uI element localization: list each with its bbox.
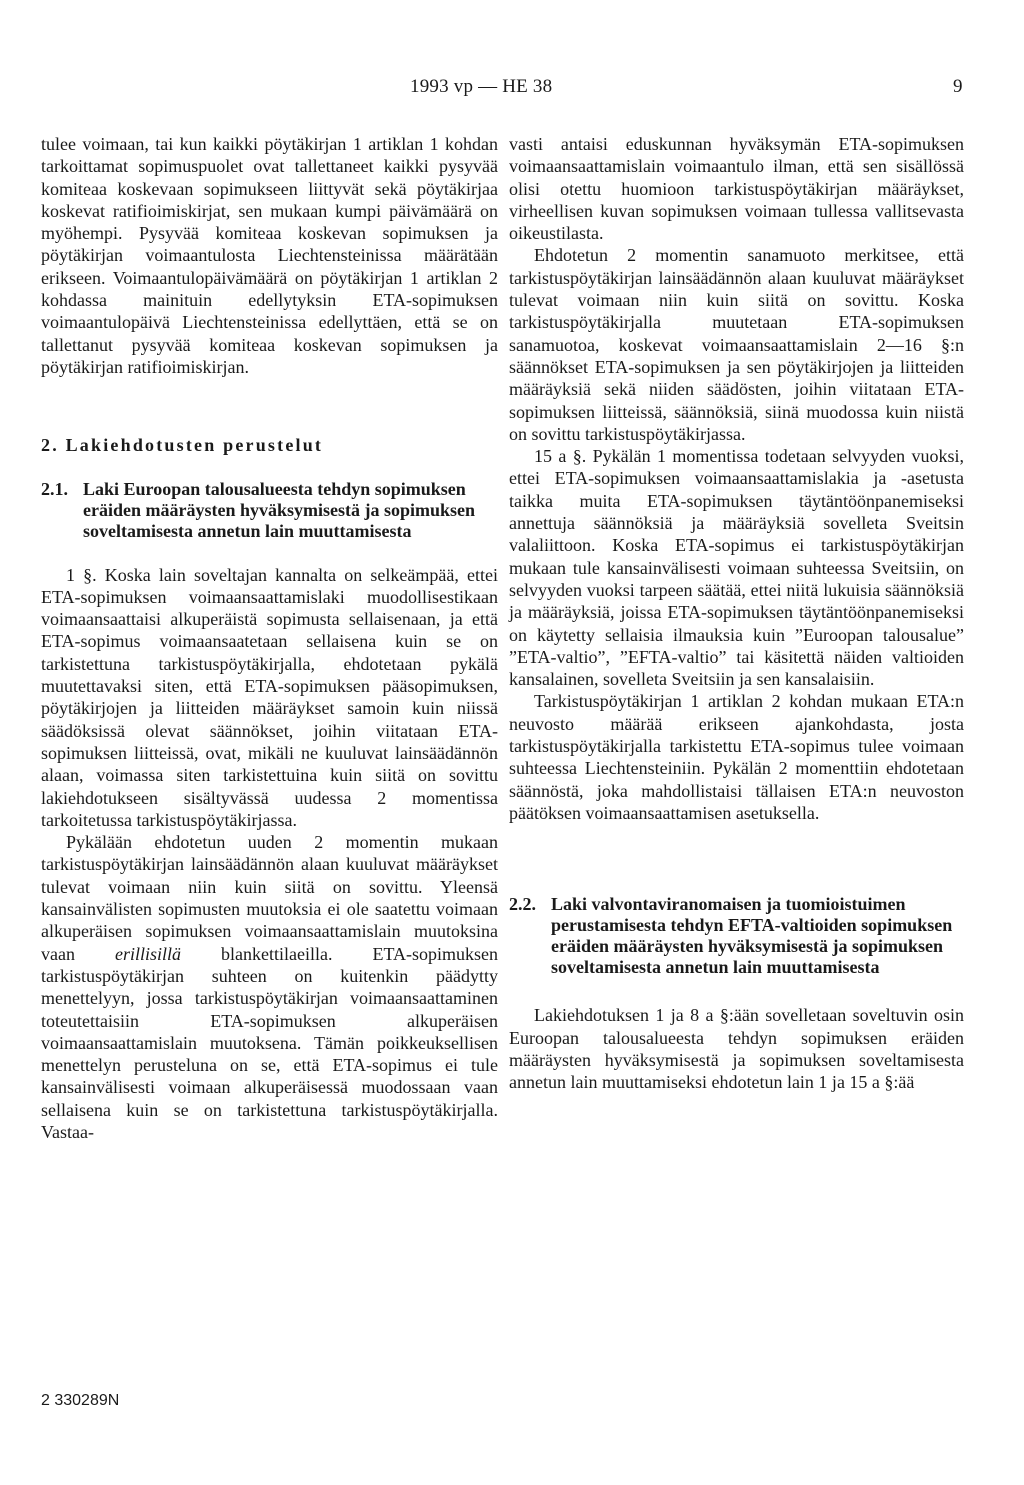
right-column (509, 133, 964, 1093)
right-paragraph-1: vasti antaisi eduskunnan hyväksymän ETA-sopimuksen voimaansaattamislain voimaantulo ilman, että sen sisällössä olisi otettu huomioon tarkistuspöytäkirjan määräykset, virheellisen kuvan sopimuksen voimaan tullessa vallitsevasta oikeustilasta. (509, 134, 964, 244)
right-paragraph-3: 15 a §. Pykälän 1 momentissa todetaan selvyyden vuoksi, ettei ETA-sopimuksen voimaansaattamislakia ja -asetusta taikka muita ETA-sopimuksen täytäntöönpanemiseksi annettuja säännöksiä ja määräyksiä sovelleta Sveitsin valaliittoon. Koska ETA-sopimus ei tarkistuspöytäkirjan mukaan tule kansainvälisesti voimaan suhteessa Sveitsiin, on selvyyden vuoksi tarpeen säätää, ettei niitä lukuisia säännöksiä ja määräyksiä, joissa ETA-sopimuksen täytäntöönpanemiseksi on käytetty sellaisia ilmauksia kuin ”Euroopan talousalue” ”ETA-valtio”, ”EFTA-valtio” tai käsitettä näiden valtioiden kansalainen, sovelleta Sveitsiin ja sen kansalaisiin. (509, 446, 964, 690)
subsection-number: 2.2. (509, 894, 536, 915)
subsection-title: Laki valvontaviranomaisen ja tuomioistuimen perustamisesta tehdyn EFTA-valtioiden sopimuksen eräiden määräysten hyväksymisestä ja sopimuksen soveltamisesta annetun lain muuttamisesta (551, 894, 953, 978)
right-paragraph-5: Lakiehdotuksen 1 ja 8 a §:ään sovelletaan soveltuvin osin Euroopan talousalueesta tehdyn sopimuksen eräiden määräysten hyväksymisestä ja sopimuksen soveltamisesta annetun lain muuttamiseksi ehdotetun lain 1 ja 15 a §:ää (509, 1005, 964, 1093)
left-paragraph-3-end: blankettilaeilla. ETA-sopimuksen tarkistuspöytäkirjan suhteen on kuitenkin päädytty menettelyyn, jossa tarkistuspöytäkirjan voimaansaattaminen toteutettaisiin ETA-sopimuksen alkuperäisen voimaansaattamislain muutoksena. Tämän poikkeuksellisen menettelyn perusteluna on se, että ETA-sopimus ei tule kansainvälisesti voimaan alkuperäisessä muodossaan vaan sellaisena kuin se on tarkistettuna tarkistuspöytäkirjalla. Vastaa- (41, 943, 498, 1142)
subsection-number: 2.1. (41, 478, 68, 499)
left-paragraph-3 (41, 831, 498, 1143)
right-paragraph-4: Tarkistuspöytäkirjan 1 artiklan 2 kohdan mukaan ETA:n neuvosto määrää erikseen ajankohdasta, josta tarkistuspöytäkirjalla tarkistettu ETA-sopimus tulee voimaan suhteessa Liechtensteiniin. Pykälän 2 momenttiin ehdotetaan säännöstä, joka mahdollistaisi tällaisen ETA:n neuvoston päätöksen voimaansaattamisen asetuksella. (509, 691, 964, 823)
section-heading: 2. Lakiehdotusten perustelut (41, 435, 324, 456)
left-column (41, 133, 498, 1143)
right-paragraph-2: Ehdotetun 2 momentin sanamuoto merkitsee, että tarkistuspöytäkirjan lainsäädännön alaan kuuluvat määräykset tulevat voimaan niin kuin siitä on sovittu. Koska tarkistuspöytäkirjalla muutetaan ETA-sopimuksen sanamuotoa, koskevat voimaansaattamislain 2—16 §:n säännökset ETA-sopimuksen ja sen pöytäkirjojen ja liitteiden määräyksiä sekä niiden säädösten, joihin viitataan ETA-sopimuksen liitteissä, säännöksiä, siinä muodossa kuin niistä on sovittu tarkistuspöytäkirjassa. (509, 245, 964, 444)
subsection-heading-2-1 (41, 479, 498, 542)
print-code: 2 330289N (41, 1392, 120, 1409)
left-paragraph-2: 1 §. Koska lain soveltajan kannalta on selkeämpää, ettei ETA-sopimuksen voimaansaattamislaki muodollisestikaan voimaansaattaisi alkuperäistä sopimusta sellaisenaan, ja että ETA-sopimus voimaansaatetaan sellaisena kuin se on tarkistettuna tarkistuspöytäkirjalla, ehdotetaan pykälä muutettavaksi siten, että ETA-sopimuksen pääsopimuksen, pöytäkirjojen ja liitteiden määräykset samoin kuin niissä säädöksissä olevat säännökset, joihin viitataan ETA-sopimuksen liitteissä, ovat, mikäli ne kuuluvat lainsäädännön alaan, voimassa siten tarkistettuina kuin siitä on sovittu lakiehdotukseen sisältyvässä uudessa 2 momentissa tarkoitetussa tarkistuspöytäkirjassa. (41, 564, 498, 830)
left-paragraph-3-start: Pykälään ehdotetun uuden 2 momentin mukaan tarkistuspöytäkirjan lainsäädännön alaan kuuluvat määräykset tulevat voimaan niin kuin siitä on sovittu. Yleensä kansainvälisten sopimusten muutoksia ei ole saatettu voimaan alkuperäisen sopimuksen voimaansaattamislain muutoksina vaan (41, 832, 498, 964)
left-paragraph-1: tulee voimaan, tai kun kaikki pöytäkirjan 1 artiklan 1 kohdan tarkoittamat sopimuspuolet ovat tallettaneet kaikki pysyvää komiteaa koskevaan sopimukseen liittyvät sekä pöytäkirjaa koskevat ratifioimiskirjat, sen mukaan kumpi päivämäärä on myöhempi. Pysyvää komiteaa koskevan sopimuksen ja pöytäkirjan voimaantulosta Liechtensteinissa määrätään erikseen. Voimaantulopäivämäärä on pöytäkirjan 1 artiklan 2 kohdassa mainituin edellytyksin ETA-sopimuksen voimaantulopäivä Liechtensteinissa edellyttäen, että se on tallettanut pysyvää komiteaa koskevan sopimuksen ja pöytäkirjan ratifioimiskirjan. (41, 134, 498, 377)
page-header (0, 76, 1024, 106)
page-number: 9 (953, 76, 963, 97)
subsection-heading-2-2 (509, 894, 964, 978)
running-title: 1993 vp — HE 38 (410, 76, 553, 97)
subsection-title: Laki Euroopan talousalueesta tehdyn sopimuksen eräiden määräysten hyväksymisestä ja sopimuksen soveltamisesta annetun lain muuttamisesta (83, 478, 476, 541)
emphasized-word: erillisillä (114, 943, 181, 964)
